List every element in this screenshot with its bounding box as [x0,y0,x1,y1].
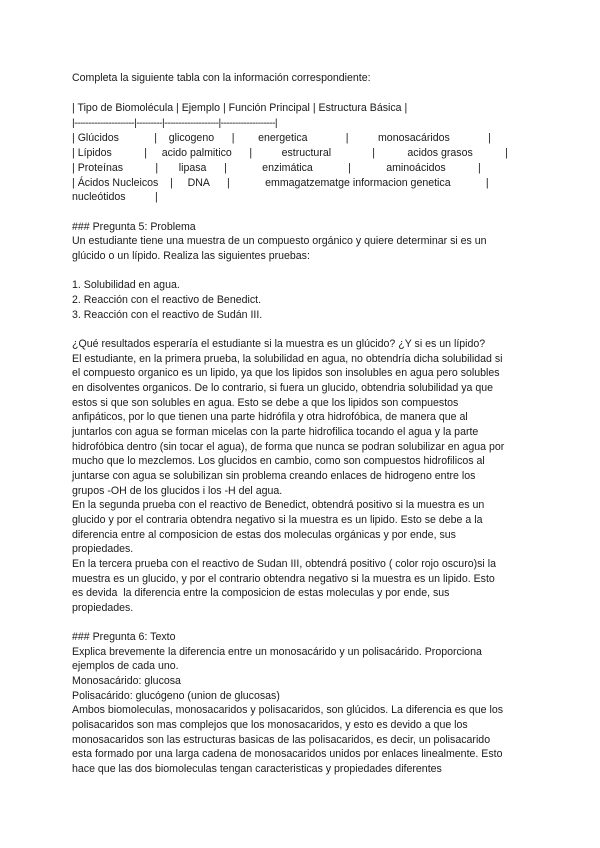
q6-line: Ambos biomoleculas, monosacaridos y polisacaridos, son glúcidos. La diferencia es que los [72,704,504,716]
table-row: | Lípidos | acido palmitico | estructural | acidos grasos | [72,147,508,159]
q5-prompt-line: glúcido o un lípido. Realiza las siguientes pruebas: [72,250,310,262]
q6-line: Explica brevemente la diferencia entre un monosacárido y un polisacárido. Proporciona [72,646,482,658]
q6-line: monosacaridos son las estructuras basicas de las polisacaridos, es decir, un polisacarido [72,734,491,746]
q5-answer-line: juntarse con agua se solubilizan sin problema creando enlaces de hidrogeno entre los [72,470,476,482]
q5-test-item: 2. Reacción con el reactivo de Benedict. [72,294,262,306]
intro-text: Completa la siguiente tabla con la información correspondiente: [72,72,371,84]
q5-answer-line: mucho que lo mezclemos. Los glucidos en cambio, como son compuestos hidrofilicos al [72,455,485,467]
q5-answer-line: anfipáticos, por lo que tienen una parte hidrófila y otra hidrofóbica, de manera que al [72,411,468,423]
q5-answer-line: En la segunda prueba con el reactivo de Benedict, obtendrá positivo si la muestra es un [72,499,485,511]
q5-answer-line: propiedades. [72,543,134,555]
table-separator: |---------------------|---------|-------------------|-------------------| [72,118,277,129]
q5-answer-line: hidrofóbica dentro (sin tocar el agua), de forma que nunca se podran solubilizar en agua por [72,441,505,453]
q6-line: Monosacárido: glucosa [72,675,181,687]
q5-answer-line: juntarlos con agua se forman micelas con la parte hidrofilica tocando el agua y la parte [72,426,479,438]
q5-answer-line: El estudiante, en la primera prueba, la solubilidad en agua, no obtendría dicha solubilidad si [72,353,503,365]
q5-answer-line: En la tercera prueba con el reactivo de Sudan III, obtendrá positivo ( color rojo oscuro)si la [72,558,496,570]
q5-answer-line: estos si que son solubles en agua. Esto se debe a que los lipidos son compuestos [72,397,459,409]
q6-line: hace que las dos biomoleculas tengan caracteristicas y propiedades diferentes [72,763,442,775]
q5-answer-line: diferencia entre al composicion de estas dos moleculas orgánicas y por ende, sus [72,529,456,541]
q5-answer-line: en disolventes organicos. De lo contrario, si fuera un glucido, obtendria solubilidad ya que [72,382,494,394]
q5-answer-line: es devida la diferencia entre la composicion de estas moleculas y por ende, sus [72,587,450,599]
table-row: nucleótidos | [72,191,158,203]
q6-line: ejemplos de cada uno. [72,660,179,672]
table-row: | Ácidos Nucleicos | DNA | emmagatzematge informacion genetica | [72,177,489,189]
table-header: | Tipo de Biomolécula | Ejemplo | Función Principal | Estructura Básica | [72,102,408,114]
q5-test-item: 3. Reacción con el reactivo de Sudán III. [72,309,263,321]
q6-heading: ### Pregunta 6: Texto [72,631,176,643]
q6-line: polisacaridos son mas complejos que los monosacaridos, y esto es devido a que los [72,719,468,731]
q5-answer-line: propiedades. [72,602,134,614]
q5-prompt-line: Un estudiante tiene una muestra de un compuesto orgánico y quiere determinar si es un [72,235,487,247]
q5-answer-line: grupos -OH de los glucidos i los -H del agua. [72,485,283,497]
q6-line: esta formado por una larga cadena de monosacaridos unidos por enlaces linealmente. Esto [72,748,503,760]
q5-test-item: 1. Solubilidad en agua. [72,279,180,291]
q5-answer-line: muestra es un glucido, y por el contrario obtendra negativo si la muestra es un lipido. Esto [72,573,495,585]
table-row: | Glúcidos | glicogeno | energetica | monosacáridos | [72,132,491,144]
q5-answer-line: ¿Qué resultados esperaría el estudiante si la muestra es un glúcido? ¿Y si es un lípido? [72,338,486,350]
q5-answer-line: glucido y por el contraria obtendra negativo si la muestra es un lipido. Esto se debe a la [72,514,483,526]
table-row: | Proteínas | lipasa | enzimática | aminoácidos | [72,162,481,174]
q5-answer-line: el compuesto organico es un lipido, ya que los lipidos son insolubles en agua pero solubles [72,367,500,379]
q6-line: Polisacárido: glucógeno (union de glucosas) [72,690,280,702]
q5-heading: ### Pregunta 5: Problema [72,221,196,233]
